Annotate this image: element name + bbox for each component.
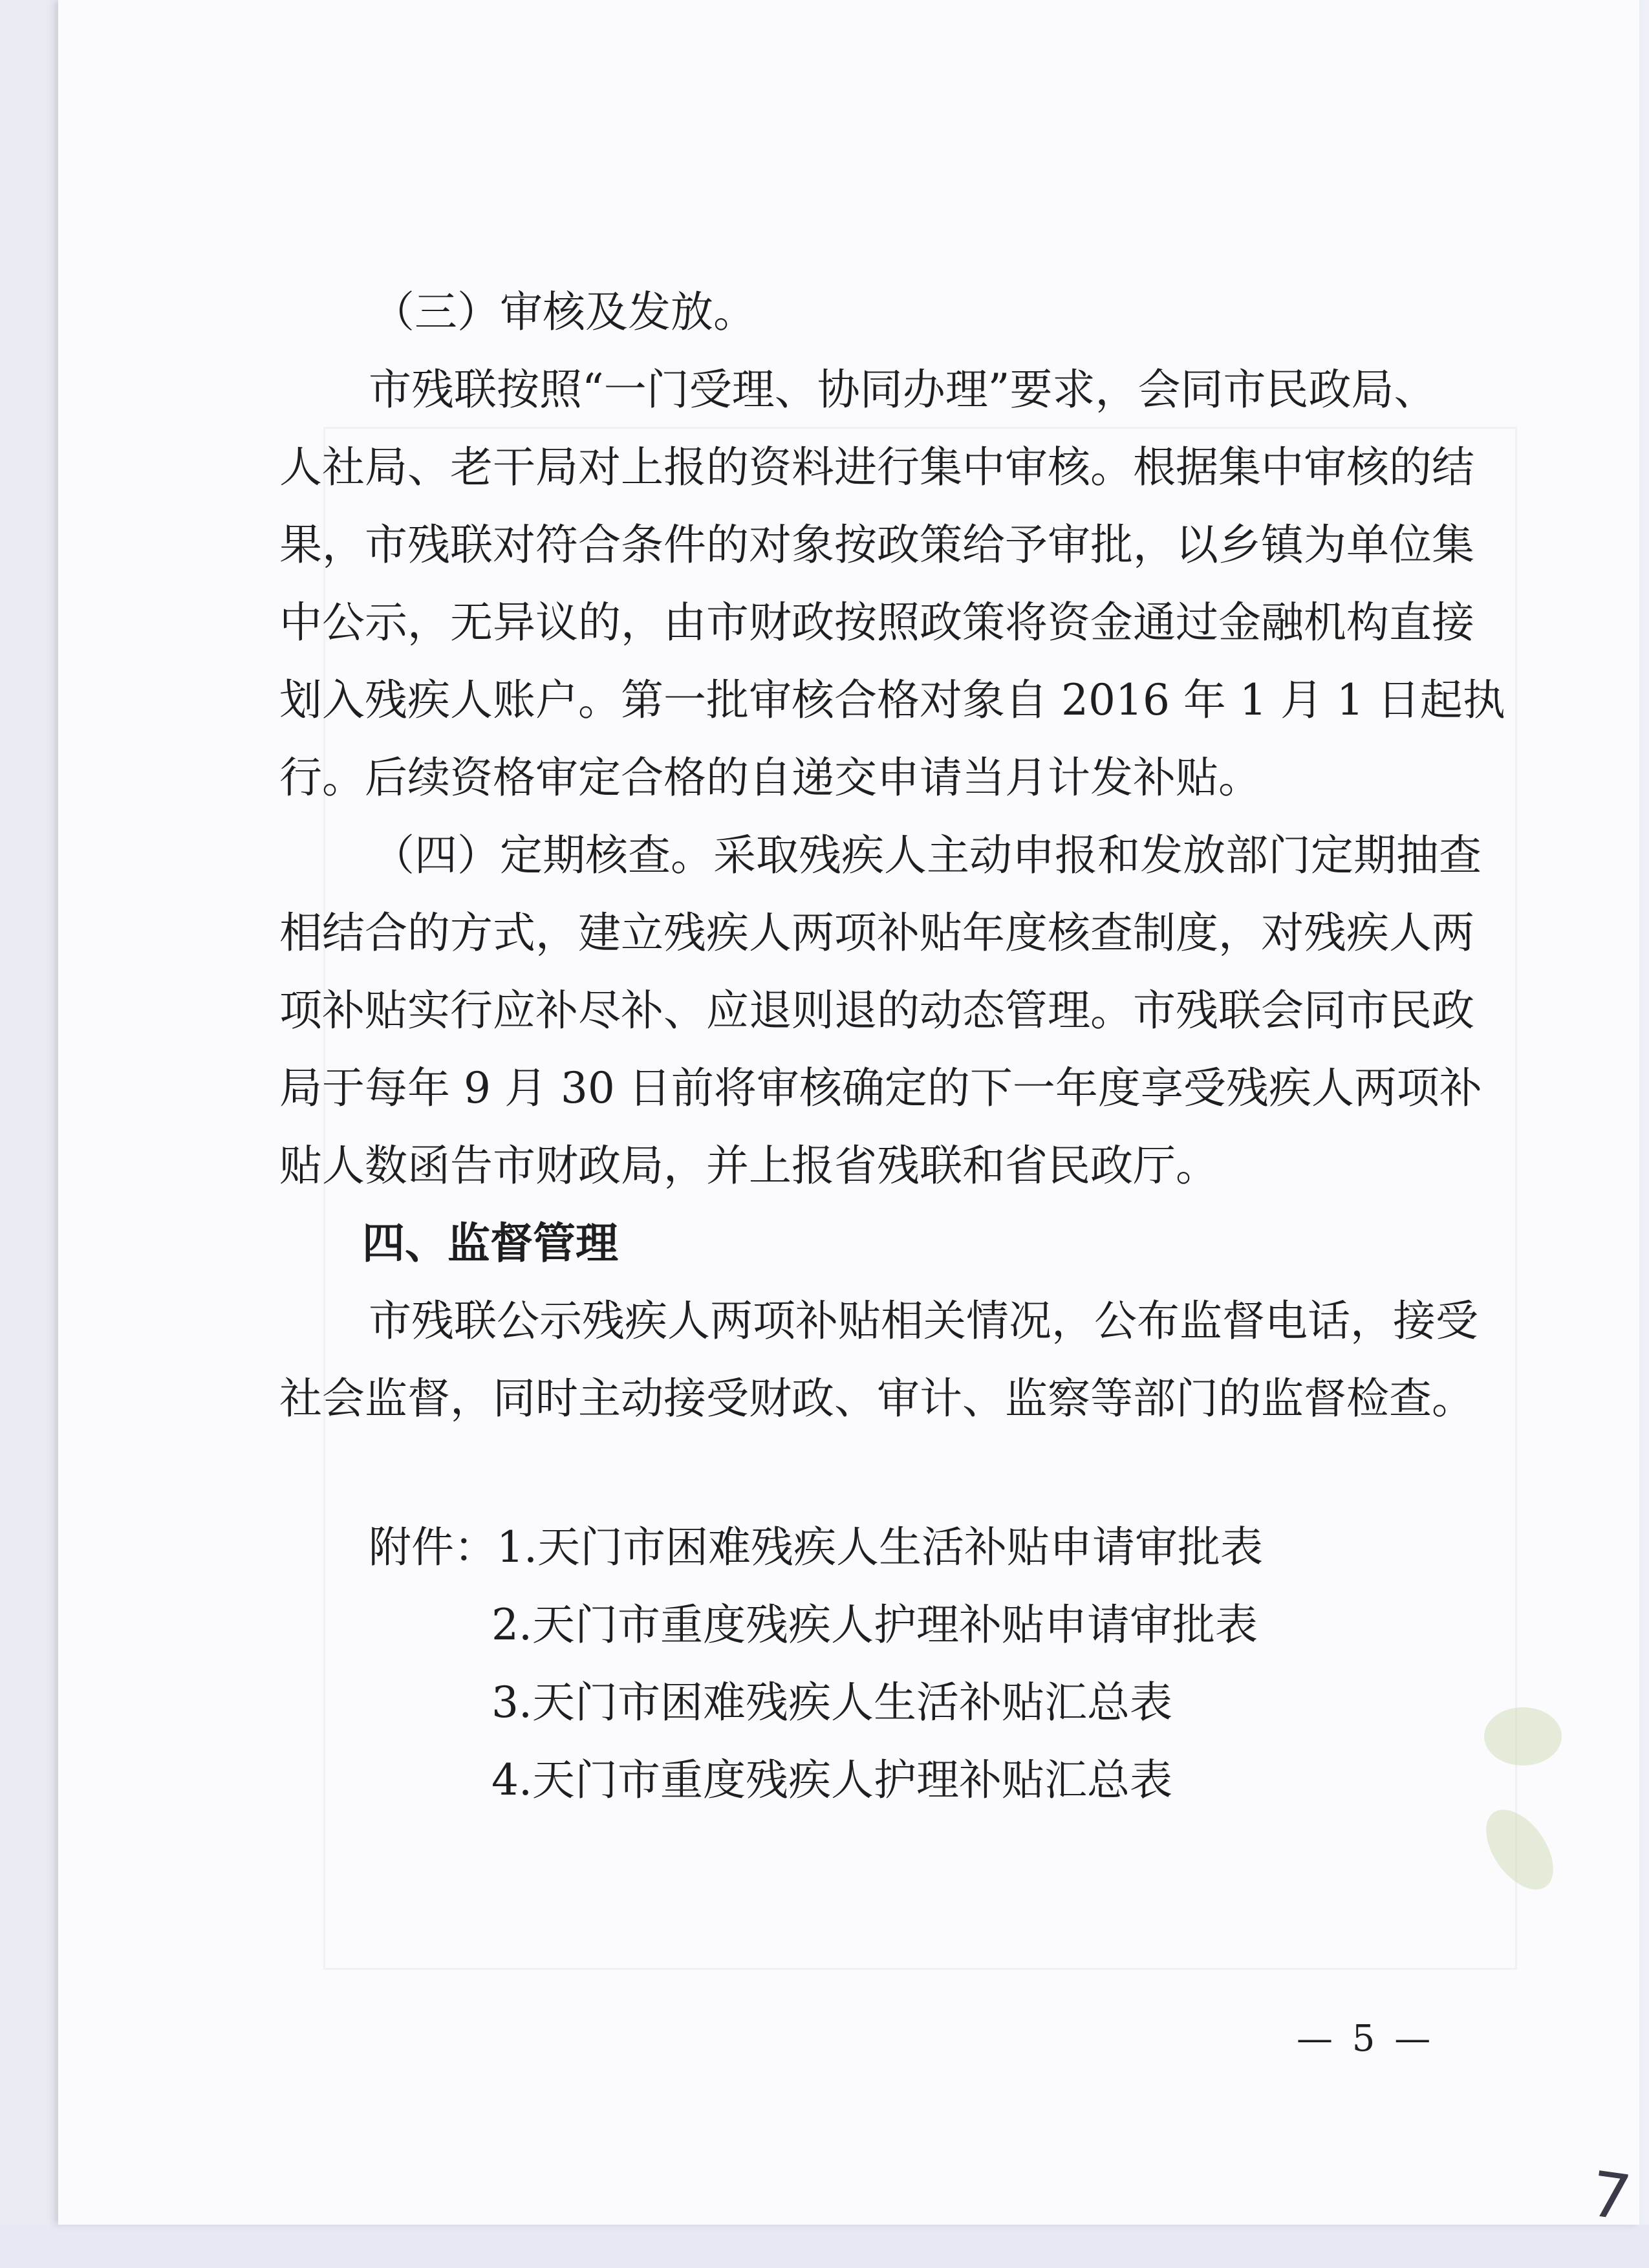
attachment-item: 3.天门市困难残疾人生活补贴汇总表 [491, 1678, 1172, 1727]
paragraph-line: 果，市残联对符合条件的对象按政策给予审批，以乡镇为单位集 [279, 520, 1474, 570]
section-heading-supervision: 四、监督管理 [362, 1218, 618, 1268]
paragraph-line: 人社局、老干局对上报的资料进行集中审核。根据集中审核的结 [279, 442, 1474, 492]
attachment-item: 2.天门市重度残疾人护理补贴申请审批表 [491, 1600, 1258, 1650]
scan-margin-bottom [0, 2225, 1649, 2268]
paragraph-line: 项补贴实行应补尽补、应退则退的动态管理。市残联会同市民政 [279, 986, 1474, 1035]
paragraph-line: 相结合的方式，建立残疾人两项补贴年度核查制度，对残疾人两 [279, 908, 1474, 958]
paragraph-line: 市残联按照“一门受理、协同办理”要求，会同市民政局、 [369, 365, 1437, 415]
paragraph-line: （四）定期核查。采取残疾人主动申报和发放部门定期抽查 [372, 830, 1482, 880]
reverse-side-bleed [323, 427, 1517, 1970]
paragraph-line: 行。后续资格审定合格的自递交申请当月计发补贴。 [279, 753, 1261, 803]
section-heading-review: （三）审核及发放。 [372, 287, 756, 337]
paragraph-line: 划入残疾人账户。第一批审核合格对象自 2016 年 1 月 1 日起执 [279, 675, 1505, 725]
handwritten-sheet-number: 7 [1586, 2157, 1635, 2235]
paragraph-line: 中公示，无异议的，由市财政按照政策将资金通过金融机构直接 [279, 598, 1474, 647]
paper-stain [1484, 1707, 1562, 1766]
paragraph-line: 社会监督，同时主动接受财政、审计、监察等部门的监督检查。 [279, 1374, 1474, 1423]
paragraph-line: 市残联公示残疾人两项补贴相关情况，公布监督电话，接受 [369, 1296, 1478, 1346]
attachment-item: 4.天门市重度残疾人护理补贴汇总表 [491, 1755, 1172, 1805]
scan-margin-left [0, 0, 58, 2268]
attachment-item: 附件：1.天门市困难残疾人生活补贴申请审批表 [369, 1522, 1263, 1572]
paragraph-line: 贴人数函告市财政局，并上报省残联和省民政厅。 [279, 1141, 1218, 1191]
paragraph-line: 局于每年 9 月 30 日前将审核确定的下一年度享受残疾人两项补 [279, 1063, 1482, 1113]
page-number: — 5 — [1297, 2018, 1435, 2060]
